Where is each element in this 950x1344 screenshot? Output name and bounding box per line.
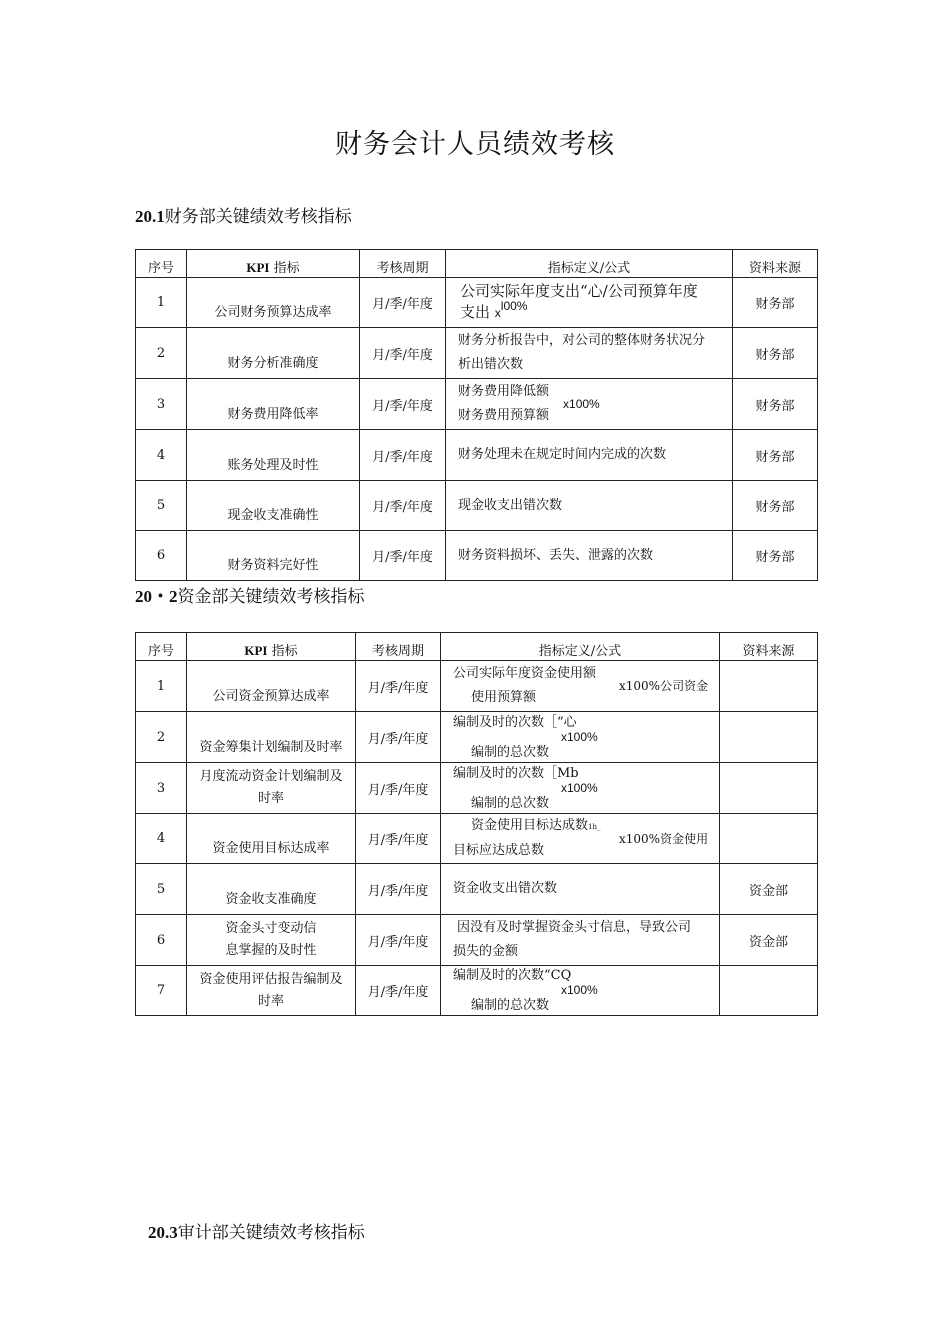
header-definition: 指标定义/公式 <box>441 633 720 661</box>
row-period: 月/季/年度 <box>356 966 441 1016</box>
row-definition: 编制及时的次数［“心 x100% 编制的总次数 <box>441 712 720 763</box>
row-no: 5 <box>136 481 187 531</box>
row-kpi: 账务处理及时性 <box>187 430 360 481</box>
page-title: 财务会计人员绩效考核 <box>335 129 615 160</box>
row-kpi: 财务分析准确度 <box>187 328 360 379</box>
row-no: 3 <box>136 763 187 814</box>
header-period: 考核周期 <box>360 250 446 278</box>
row-kpi: 资金使用目标达成率 <box>187 814 356 864</box>
row-source: 财务部 <box>733 379 818 430</box>
table-row <box>136 430 818 481</box>
row-source: 资金部 <box>720 864 818 915</box>
row-definition: 财务处理未在规定时间内完成的次数 <box>446 430 733 481</box>
row-period: 月/季/年度 <box>356 661 441 712</box>
table-header-row <box>136 633 818 661</box>
header-source: 资料来源 <box>733 250 818 278</box>
row-period: 月/季/年度 <box>356 915 441 966</box>
section-heading-audit: 20.3审计部关键绩效考核指标 <box>148 1223 365 1243</box>
row-source <box>720 763 818 814</box>
table-row <box>136 379 818 430</box>
row-kpi: 资金头寸变动信 息掌握的及时性 <box>187 915 356 966</box>
row-period: 月/季/年度 <box>360 278 446 328</box>
row-no: 1 <box>136 278 187 328</box>
header-kpi: KPI 指标 <box>187 633 356 661</box>
row-kpi: 资金收支准确度 <box>187 864 356 915</box>
row-no: 4 <box>136 430 187 481</box>
table-row <box>136 712 818 763</box>
row-kpi: 财务费用降低率 <box>187 379 360 430</box>
section-heading-finance: 20.1财务部关键绩效考核指标 <box>135 207 352 227</box>
row-source: 财务部 <box>733 481 818 531</box>
header-no: 序号 <box>136 633 187 661</box>
row-kpi: 资金使用评估报告编制及 时率 <box>187 966 356 1016</box>
row-definition: 公司实际年度支出“心/公司预算年度 支出 $x^{l00\%}$ <box>446 278 733 328</box>
row-definition: 编制及时的次数［Mb x100% 编制的总次数 <box>441 763 720 814</box>
row-period: 月/季/年度 <box>356 712 441 763</box>
row-no: 4 <box>136 814 187 864</box>
header-kpi: KPI 指标 <box>187 250 360 278</box>
row-definition: 公司实际年度资金使用额 使用预算额 x100%公司资金 <box>441 661 720 712</box>
row-period: 月/季/年度 <box>360 430 446 481</box>
table-row <box>136 531 818 581</box>
header-definition: 指标定义/公式 <box>446 250 733 278</box>
row-definition: 因没有及时掌握资金头寸信息，导致公司 损失的金额 <box>441 915 720 966</box>
table-row <box>136 278 818 328</box>
row-no: 3 <box>136 379 187 430</box>
row-kpi: 公司资金预算达成率 <box>187 661 356 712</box>
row-definition: 财务分析报告中，对公司的整体财务状况分 析出错次数 <box>446 328 733 379</box>
row-no: 5 <box>136 864 187 915</box>
table-row <box>136 328 818 379</box>
table-row <box>136 915 818 966</box>
row-period: 月/季/年度 <box>360 379 446 430</box>
table-row <box>136 814 818 864</box>
row-no: 7 <box>136 966 187 1016</box>
row-no: 6 <box>136 915 187 966</box>
row-no: 1 <box>136 661 187 712</box>
header-period: 考核周期 <box>356 633 441 661</box>
header-no: 序号 <box>136 250 187 278</box>
row-source: 财务部 <box>733 531 818 581</box>
row-period: 月/季/年度 <box>360 328 446 379</box>
row-kpi: 现金收支准确性 <box>187 481 360 531</box>
row-source <box>720 814 818 864</box>
row-source: 财务部 <box>733 328 818 379</box>
section-heading-treasury: 20・2资金部关键绩效考核指标 <box>135 587 365 607</box>
row-kpi: 财务资料完好性 <box>187 531 360 581</box>
row-definition: 财务资料损坏、丢失、泄露的次数 <box>446 531 733 581</box>
row-definition: 现金收支出错次数 <box>446 481 733 531</box>
table-row <box>136 661 818 712</box>
treasury-kpi-table <box>135 632 818 1016</box>
row-period: 月/季/年度 <box>356 814 441 864</box>
table-row <box>136 966 818 1016</box>
row-no: 2 <box>136 328 187 379</box>
table-row <box>136 481 818 531</box>
row-period: 月/季/年度 <box>360 531 446 581</box>
finance-kpi-table <box>135 249 818 581</box>
row-definition: 编制及时的次数“CQ x100% 编制的总次数 <box>441 966 720 1016</box>
row-definition: 资金使用目标达成数1h_ 目标应达成总数 x100%资金使用 <box>441 814 720 864</box>
row-period: 月/季/年度 <box>356 864 441 915</box>
row-source <box>720 661 818 712</box>
header-source: 资料来源 <box>720 633 818 661</box>
row-no: 6 <box>136 531 187 581</box>
row-period: 月/季/年度 <box>356 763 441 814</box>
row-kpi: 公司财务预算达成率 <box>187 278 360 328</box>
row-definition: 资金收支出错次数 <box>441 864 720 915</box>
table-row <box>136 864 818 915</box>
row-definition: 财务费用降低额 财务费用预算额 x100% <box>446 379 733 430</box>
row-kpi: 资金筹集计划编制及时率 <box>187 712 356 763</box>
row-period: 月/季/年度 <box>360 481 446 531</box>
row-no: 2 <box>136 712 187 763</box>
table-row <box>136 763 818 814</box>
row-source: 资金部 <box>720 915 818 966</box>
table-header-row <box>136 250 818 278</box>
row-source <box>720 966 818 1016</box>
row-source <box>720 712 818 763</box>
row-source: 财务部 <box>733 430 818 481</box>
row-kpi: 月度流动资金计划编制及 时率 <box>187 763 356 814</box>
row-source: 财务部 <box>733 278 818 328</box>
